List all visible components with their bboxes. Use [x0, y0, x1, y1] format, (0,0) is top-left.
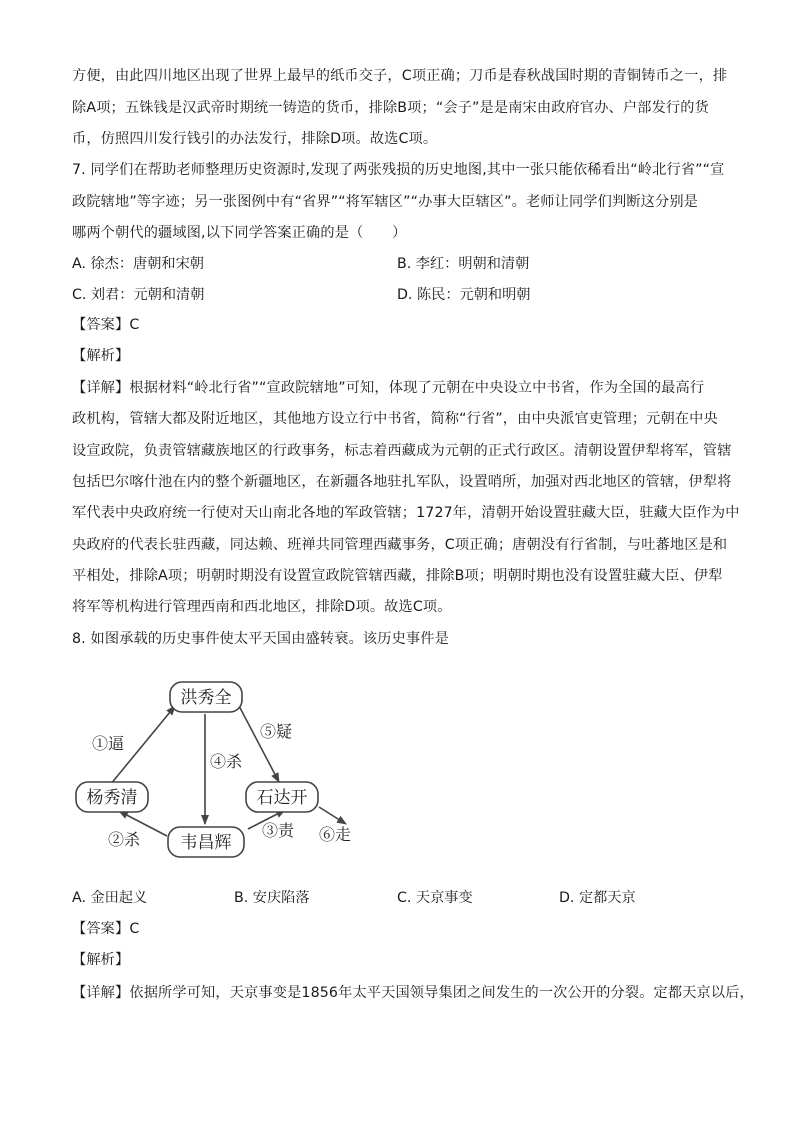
q8-answer	[72, 919, 732, 939]
node-yang-label: 杨秀清	[86, 788, 138, 808]
q7-stem-line-1: 7. 同学们在帮助老师整理历史资源时,发现了两张残损的历史地图,其中一张只能依稀看出“岭北行省”“宣	[72, 162, 725, 178]
arrow-hong-to-shi	[238, 704, 279, 782]
q7-answer	[72, 315, 732, 335]
node-shi-label: 石达开	[256, 788, 308, 808]
q7-detail-line-5: 军代表中央政府统一行使对天山南北各地的军政管辖；1727年，清朝开始设置驻藏大臣，驻藏大臣作为中	[72, 505, 740, 521]
q7-option-b: B. 李红：明朝和清朝	[397, 256, 530, 272]
node-hong-label: 洪秀全	[180, 688, 232, 708]
q8-analysis-tag: 【解析】	[72, 952, 130, 968]
q7-stem-line-3: 哪两个朝代的疆域图,以下同学答案正确的是（ ）	[72, 225, 407, 241]
q8-stem: 8. 如图承载的历史事件使太平天国由盛转衰。该历史事件是	[72, 631, 449, 647]
prev-answer-line-3: 币，仿照四川发行钱引的办法发行，排除D项。故选C项。	[72, 131, 438, 147]
q7-detail-line-4: 包括巴尔喀什池在内的整个新疆地区，在新疆各地驻扎军队，设置哨所，加强对西北地区的管辖，伊犁将	[72, 474, 732, 490]
edge-label-3: ③责	[262, 821, 295, 840]
q8-option-c: C. 天京事变	[397, 890, 473, 906]
q8-option-d: D. 定都天京	[559, 890, 636, 906]
q8-option-a: A. 金田起义	[72, 890, 148, 906]
q8-answer-tag: 【答案】	[72, 921, 130, 937]
q7-option-d: D. 陈民：元朝和明朝	[397, 287, 531, 303]
arrow-shi-away	[319, 807, 346, 824]
edge-label-1: ①逼	[92, 734, 125, 753]
q7-answer-tag: 【答案】	[72, 317, 130, 333]
prev-answer-line-2: 除A项；五铢钱是汉武帝时期统一铸造的货币，排除B项；“会子”是是南宋由政府官办、户部发行的货	[72, 100, 709, 116]
node-wei-label: 韦昌辉	[180, 833, 232, 853]
q7-detail-line-1: 【详解】根据材料“岭北行省”“宣政院辖地”可知，体现了元朝在中央设立中书省，作为全国的最高行	[72, 380, 705, 396]
q7-detail-line-6: 央政府的代表长驻西藏，同达赖、班禅共同管理西藏事务，C项正确；唐朝没有行省制，与吐蕃地区是和	[72, 537, 728, 553]
q7-analysis-tag: 【解析】	[72, 348, 130, 364]
prev-answer-line-1: 方便，由此四川地区出现了世界上最早的纸币交子，C项正确；刀币是春秋战国时期的青铜铸币之一，排	[72, 68, 728, 84]
q7-detail-line-8: 将军等机构进行管理西南和西北地区，排除D项。故选C项。	[72, 599, 452, 615]
q8-answer-value: C	[129, 921, 140, 937]
edge-label-6: ⑥走	[319, 825, 352, 844]
q7-detail-line-3: 设宣政院，负责管辖藏族地区的行政事务，标志着西藏成为元朝的正式行政区。清朝设置伊犁将军，管辖	[72, 443, 732, 459]
q7-answer-value: C	[129, 317, 140, 333]
edge-label-4: ④杀	[210, 752, 243, 771]
q7-stem-line-2: 政院辖地”等字迹；另一张图例中有“省界”“将军辖区”“办事大臣辖区”。老师让同学们判断这分别是	[72, 194, 699, 210]
edge-label-5: ⑤疑	[260, 722, 293, 741]
q7-option-c: C. 刘君：元朝和清朝	[72, 287, 205, 303]
q7-option-a: A. 徐杰：唐朝和宋朝	[72, 256, 204, 272]
q7-detail-line-7: 平相处，排除A项；明朝时期没有设置宣政院管辖西藏，排除B项；明朝时期也没有设置驻藏大臣、伊犁	[72, 568, 723, 584]
q8-detail-line-1: 【详解】依据所学可知，天京事变是1856年太平天国领导集团之间发生的一次公开的分裂。定都天京以后，	[72, 985, 754, 1001]
q8-relationship-diagram	[72, 668, 372, 868]
q8-diagram-svg	[72, 668, 372, 868]
edge-label-2: ②杀	[108, 830, 141, 849]
q7-detail-line-2: 政机构，管辖大都及附近地区，其他地方设立行中书省，简称“行省”，由中央派官吏管理；元朝在中央	[72, 411, 718, 427]
q8-option-b: B. 安庆陷落	[234, 890, 310, 906]
